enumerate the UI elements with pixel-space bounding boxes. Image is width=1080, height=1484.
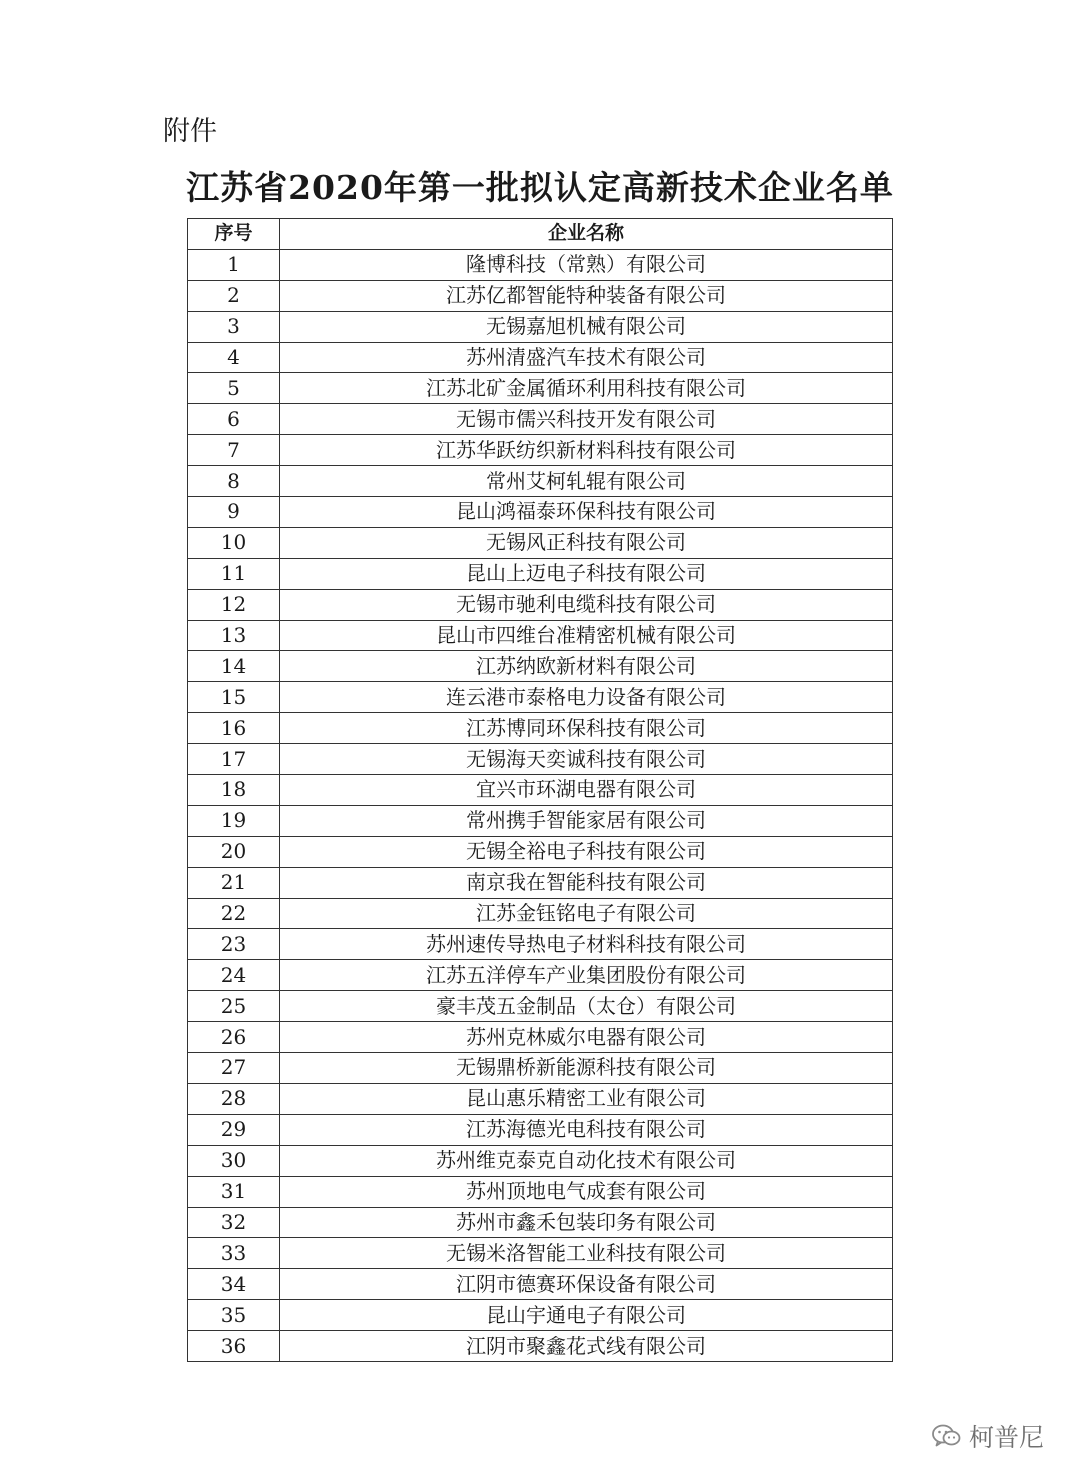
row-index: 21 xyxy=(188,867,280,898)
enterprise-table xyxy=(187,218,893,1362)
company-name: 常州艾柯轧辊有限公司 xyxy=(280,466,893,497)
document-title: 江苏省2020年第一批拟认定高新技术企业名单 xyxy=(186,168,894,207)
table-row xyxy=(188,435,893,466)
company-name: 江阴市德赛环保设备有限公司 xyxy=(280,1269,893,1300)
row-index: 19 xyxy=(188,805,280,836)
row-index: 12 xyxy=(188,589,280,620)
row-index: 28 xyxy=(188,1083,280,1114)
company-name: 无锡嘉旭机械有限公司 xyxy=(280,311,893,342)
company-name: 苏州速传导热电子材料科技有限公司 xyxy=(280,929,893,960)
table-row xyxy=(188,775,893,806)
table-row xyxy=(188,960,893,991)
company-name: 无锡风正科技有限公司 xyxy=(280,527,893,558)
column-header-name: 企业名称 xyxy=(280,219,893,250)
company-name: 江苏金钰铭电子有限公司 xyxy=(280,898,893,929)
company-name: 江苏亿都智能特种装备有限公司 xyxy=(280,280,893,311)
table-row xyxy=(188,466,893,497)
table-row xyxy=(188,497,893,528)
row-index: 14 xyxy=(188,651,280,682)
table-row xyxy=(188,1083,893,1114)
table-row xyxy=(188,1053,893,1084)
table-row xyxy=(188,1238,893,1269)
company-name: 无锡全裕电子科技有限公司 xyxy=(280,836,893,867)
row-index: 24 xyxy=(188,960,280,991)
company-name: 江苏纳欧新材料有限公司 xyxy=(280,651,893,682)
table-row xyxy=(188,589,893,620)
row-index: 25 xyxy=(188,991,280,1022)
row-index: 11 xyxy=(188,558,280,589)
company-name: 昆山惠乐精密工业有限公司 xyxy=(280,1083,893,1114)
table-row xyxy=(188,744,893,775)
company-name: 南京我在智能科技有限公司 xyxy=(280,867,893,898)
row-index: 36 xyxy=(188,1331,280,1362)
table-header-row xyxy=(188,219,893,250)
company-name: 昆山宇通电子有限公司 xyxy=(280,1300,893,1331)
company-name: 昆山上迈电子科技有限公司 xyxy=(280,558,893,589)
row-index: 3 xyxy=(188,311,280,342)
column-header-index: 序号 xyxy=(188,219,280,250)
table-row xyxy=(188,1269,893,1300)
row-index: 26 xyxy=(188,1022,280,1053)
company-name: 苏州维克泰克自动化技术有限公司 xyxy=(280,1145,893,1176)
table-row xyxy=(188,1207,893,1238)
table-row xyxy=(188,805,893,836)
row-index: 32 xyxy=(188,1207,280,1238)
row-index: 22 xyxy=(188,898,280,929)
row-index: 30 xyxy=(188,1145,280,1176)
table-row xyxy=(188,1145,893,1176)
row-index: 17 xyxy=(188,744,280,775)
attachment-label: 附件 xyxy=(163,116,217,147)
company-name: 无锡市驰利电缆科技有限公司 xyxy=(280,589,893,620)
table-row xyxy=(188,682,893,713)
row-index: 9 xyxy=(188,497,280,528)
table-row xyxy=(188,404,893,435)
row-index: 5 xyxy=(188,373,280,404)
company-name: 江苏海德光电科技有限公司 xyxy=(280,1114,893,1145)
company-name: 无锡市儒兴科技开发有限公司 xyxy=(280,404,893,435)
table-row xyxy=(188,836,893,867)
row-index: 10 xyxy=(188,527,280,558)
company-name: 苏州清盛汽车技术有限公司 xyxy=(280,342,893,373)
watermark-text: 柯普尼 xyxy=(968,1423,1044,1452)
company-name: 苏州克林威尔电器有限公司 xyxy=(280,1022,893,1053)
table-row xyxy=(188,991,893,1022)
company-name: 隆博科技（常熟）有限公司 xyxy=(280,249,893,280)
table-row xyxy=(188,342,893,373)
company-name: 无锡鼎桥新能源科技有限公司 xyxy=(280,1053,893,1084)
table-row xyxy=(188,280,893,311)
table-row xyxy=(188,620,893,651)
row-index: 29 xyxy=(188,1114,280,1145)
table-row xyxy=(188,1022,893,1053)
table-row xyxy=(188,929,893,960)
table-row xyxy=(188,1114,893,1145)
table-row xyxy=(188,249,893,280)
table-row xyxy=(188,1176,893,1207)
table-row xyxy=(188,713,893,744)
table-row xyxy=(188,558,893,589)
watermark xyxy=(931,1418,1044,1454)
company-name: 江苏北矿金属循环利用科技有限公司 xyxy=(280,373,893,404)
company-name: 无锡米洛智能工业科技有限公司 xyxy=(280,1238,893,1269)
row-index: 31 xyxy=(188,1176,280,1207)
company-name: 苏州市鑫禾包装印务有限公司 xyxy=(280,1207,893,1238)
row-index: 18 xyxy=(188,775,280,806)
row-index: 4 xyxy=(188,342,280,373)
wechat-icon xyxy=(931,1423,961,1449)
row-index: 34 xyxy=(188,1269,280,1300)
company-name: 常州携手智能家居有限公司 xyxy=(280,805,893,836)
row-index: 27 xyxy=(188,1053,280,1084)
row-index: 6 xyxy=(188,404,280,435)
row-index: 15 xyxy=(188,682,280,713)
table-row xyxy=(188,311,893,342)
company-name: 宜兴市环湖电器有限公司 xyxy=(280,775,893,806)
row-index: 33 xyxy=(188,1238,280,1269)
table-row xyxy=(188,1331,893,1362)
company-name: 无锡海天奕诚科技有限公司 xyxy=(280,744,893,775)
table-row xyxy=(188,898,893,929)
row-index: 2 xyxy=(188,280,280,311)
table-row xyxy=(188,867,893,898)
company-name: 江阴市聚鑫花式线有限公司 xyxy=(280,1331,893,1362)
row-index: 8 xyxy=(188,466,280,497)
table-row xyxy=(188,651,893,682)
company-name: 昆山鸿福泰环保科技有限公司 xyxy=(280,497,893,528)
company-name: 昆山市四维台准精密机械有限公司 xyxy=(280,620,893,651)
row-index: 1 xyxy=(188,249,280,280)
company-name: 连云港市泰格电力设备有限公司 xyxy=(280,682,893,713)
table-row xyxy=(188,527,893,558)
row-index: 7 xyxy=(188,435,280,466)
row-index: 20 xyxy=(188,836,280,867)
company-name: 豪丰茂五金制品（太仓）有限公司 xyxy=(280,991,893,1022)
table-row xyxy=(188,1300,893,1331)
row-index: 35 xyxy=(188,1300,280,1331)
company-name: 苏州顶地电气成套有限公司 xyxy=(280,1176,893,1207)
row-index: 13 xyxy=(188,620,280,651)
table-row xyxy=(188,373,893,404)
row-index: 23 xyxy=(188,929,280,960)
company-name: 江苏博同环保科技有限公司 xyxy=(280,713,893,744)
company-name: 江苏华跃纺织新材料科技有限公司 xyxy=(280,435,893,466)
company-name: 江苏五洋停车产业集团股份有限公司 xyxy=(280,960,893,991)
row-index: 16 xyxy=(188,713,280,744)
